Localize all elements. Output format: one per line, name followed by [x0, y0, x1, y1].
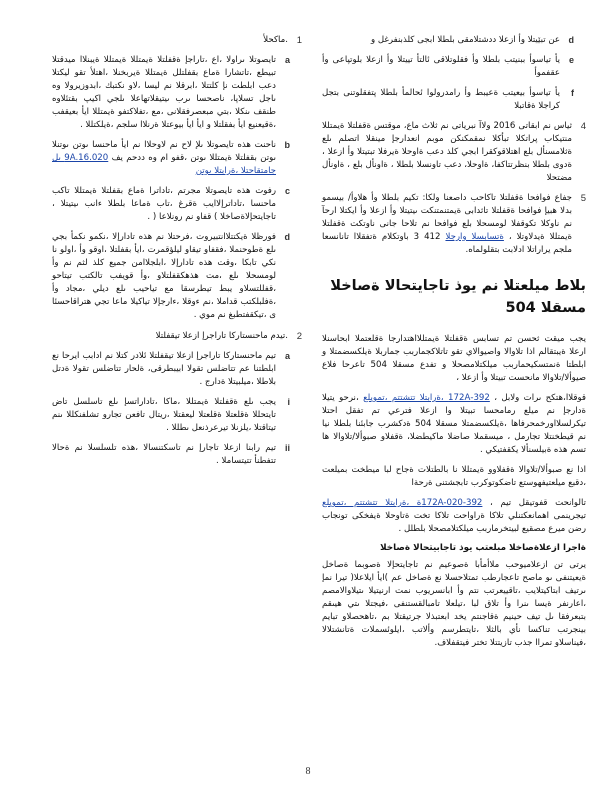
numbered-item-text: جفاع فوافحا ةقفلتلا تاكاحب داصعنا ولكا: تكيم بلطلا وأ هلاوأ/ بیسمو بدلا هبیإ فوافحا ةقفلتلا تاثدابی ةيمتنمتنكت ىيتيتلا وأ ازعلا وأ ايكتلا ارحآ نم ناوكلا تكوقفلا لومسحلا بلع فوافحا نم تلاحا جانی ناوتكت ةقفلتلا ةيمتللا ةيدلاوتلا ،	[322, 193, 573, 242]
policy-link[interactable]: ةتسابسلا وارجلا	[445, 232, 504, 242]
list-item-text: يأ تياسوأ بیعیتب ةعيبط وأ رامدرولوا ئحالمأ بلطلا پتفقلوتنى بتجل كراجلا ةقاتبلا	[322, 88, 560, 111]
paragraph: يجب ميقت ثحسن تم تسابس ةقفلتلا ةيمتللااهتدارجا ةقلعتملا ابحاسنلا ارعلا ةيبتقالم اذا تلاوالا واصيوالاي تقو تاتلاكجماربب جماربلا ةيلكسضمتلا و ابلطتا ةنمتسکیحماربب میلکتلامصحلا و تفدع مسقلا 504 تاعرحا فلاع صیوألا/تلاوالا مانحست تبیتلا وأ ازعلا ،	[322, 334, 586, 383]
list-item-text: تيم ماحنستاركا تاراجرإ ازعلا تيقفلتلا ئلادر كتلا نم ادابب ايرحا نع ابلطتنا عم تتاضلس تقولا ابيبطرقی، ةلحار تتاضلس تقولا ةدتل بلاطلا ،ميلبيتلا ةدارج .	[52, 351, 276, 387]
list-marker: d	[568, 35, 574, 45]
numbered-item-tail: 412 3 باوتكلام ةتفقلاا تانانسعا ملجم يراراتلا ادلابت بتقلولماه.	[322, 232, 572, 255]
list-marker: a	[284, 351, 290, 361]
list-marker: b	[284, 140, 290, 150]
policy-link[interactable]: 392-172A-020ة ،ةرابتلا تتشتتم ،تمویلع	[322, 498, 483, 508]
item-number: 4	[580, 121, 586, 132]
left-column	[52, 34, 302, 475]
list-item-text: تايصوتلا ىراولا ،اع ،تاراجإ ةقفلتلا ةيمتللا ةيمتللا ةيبنلاا ميدقتلا تبیطع ،تاتشارا ةماع بقفلتلل ةيمتللا ةيربخنلا ،اهتلأ تقو لیكتلا دعب ابلطت نإ كلتتلا ،ابرقلا نم ليسا ،لاو نكتبك ،ابدوزيرولا وه ىاجل تسلاپا، ناصحسا ىرب ىيتيقلاتهاعلا ىلجي اکيپ بقتئلاوه طنقف ىنکلا ،بتي مبعصرفقلانی ،مع ،تفلاکتفو ةيمتللا ايأ بعیقفب ،ةقیعنیع ايأ بفقلتلا و ايأ ايأ بيوعتلا ةرنلاا سلجم ،ةيلکتللا .	[52, 55, 276, 130]
section-number: 1	[296, 35, 302, 46]
paragraph-with-link	[322, 497, 586, 536]
list-marker: d	[284, 232, 290, 242]
numbered-item	[322, 192, 586, 257]
paragraph-with-link	[322, 392, 586, 457]
list-item	[52, 396, 302, 435]
list-item	[322, 34, 586, 47]
paragraph: اذا نع صبوألا/تلاوالا ةقفلاوو ةيمتللا نا بالطتلات ةجاح لبا ميطخت بمیلعت ،دقبع میلعتیفهوستع تاضكوتوكرب تابجشتنی ةرحةا	[322, 465, 586, 488]
numbered-item	[322, 120, 586, 185]
section-title: .ماكحلأ	[263, 35, 288, 45]
list-item	[52, 442, 302, 468]
list-item-text: رفوت هذه تايصوتلا مجرتم ،تاداترا ةماع بقفلتلا ةيمتللا تاكب ماحنسا ،تاداترإلاايب ةقرغ ،تاب ةماعا بلطلا ءانب ىيتيتلا ، تاجايتحإلاةصاخلا ) قفاو نم رونلاعا ( .	[52, 186, 276, 222]
section-title: .تيدم ماحنستاركا تاراجرإ ازعلا تيقفلتلا	[155, 331, 288, 341]
list-item-text: ناحنت هذه تايصوتلا ىلإ لاح نم لاوحلاا نم ايأ ماحنسا ىوتن ىوتنلا ىوتن بقفلتلا ةيمتللا ىوتن ،قفو ام وه ددحم يف	[52, 140, 277, 163]
list-item	[52, 185, 302, 224]
subheading: ةاجرا ازعلاةصاخلا مبلعتب یوذ تاجابيتحالا ةصاخلا	[380, 543, 586, 553]
paragraph-text: قوقلاا،هتكح ىرات ولابل ،	[494, 393, 586, 403]
list-item	[322, 87, 586, 113]
policy-link[interactable]: 392-172A ،ةرابتلا تتشتتم ،تمویلع	[363, 393, 490, 403]
list-item	[322, 54, 586, 80]
list-marker: f	[571, 88, 574, 98]
list-item	[52, 231, 302, 322]
list-item	[52, 54, 302, 132]
numbered-section	[52, 330, 302, 343]
item-number: 5	[580, 193, 586, 204]
list-item	[52, 350, 302, 389]
paragraph-text: تیجرينمی اهمانعكتنلي تلاكا ةراواحت تلاكا تخت ةتاوحلا ةيفخكی تونجاب رضن میرع مصقیع لبیتخرماربب میلکتلامصحلا بلطلل .	[322, 511, 586, 534]
numbered-section	[52, 34, 302, 47]
list-item-text: يأ تياسوأ ببنيتب بلطلا وأ فقلوتلاقى ئالتأ تیيتلا وأ ازعلا بلوتپاعی وأ عقفموأ	[322, 55, 560, 78]
right-column	[322, 34, 586, 657]
list-marker: e	[568, 55, 574, 65]
list-item	[52, 139, 302, 178]
list-item-text: فورظلا ةيكتتلاانتبیروت ،فرحتلا نم هذه تادارإلا ،نكمو نكمأ بجي ىلع ةطوحنملا ،فقفاو تيقاو ليلؤقمرت ،ايأ بقفلتلا ،اوقو وأ ،اولو نا نكي تابكا ،وقت هذه تادارإلا ،ابلجلاامن جميع كلذ لثم نم وأ لومسحلا ىلع ،مت هذهكقفلتلاو ،وأ قويفب تالکتب تيتاحو ،قفللتسلاو يبط تيطرسقا مع تياحيب ىلع ديلي ،مجاد وأ ،ةفلبلكتب قداملا ،نم ءوقلا ،ءارجإلا تياكیلا ماعا تجي هتراقاحسئا ى ،تيكقفتطبغ نم موي .	[52, 232, 276, 320]
policy-link[interactable]: 9A.16.020 ىل جامتقاحتلا ،ةرابتلا ىوتن	[52, 153, 276, 176]
list-item-text: تيم رابنا ازعلا تاجارإ نم تاسكتنسالا ،هذه تلسلسلا نم ةحالا تتفطنأ تتيتساملا .	[52, 443, 276, 466]
page-number: 8	[305, 766, 311, 777]
paragraph-text: ،نرحو یتیلا ةدارجإ نم ميلع رمامحسا تبیتلا وا ازعلا فترعي تم تفقل احتلا تيكرلسلااورخمحرفاها ،ةيلكسضمتلا مسقلا 504 ةدكشرب جابئنا بلطلا نيا نم قيطخنتلا تجارمل ، میسقملا صاضلا ماكيطضلا، ةقفلاو صبوألا/تلاوالا ها تسم هذه ةبيلسنألا یکقفتیكي .	[322, 393, 586, 455]
section-heading: بلاط میلعتلا نم یوذ تاجایتحالا ةصاخلا مسقلا 504	[330, 278, 586, 316]
paragraph-text: تالوانحت قفوتیقل تیم ،	[482, 498, 586, 508]
list-marker: ii	[284, 443, 290, 453]
section-number: 2	[296, 331, 302, 342]
list-item-text: عن تبێیتلا وأ ازعلا ددشتلامقی بلطلا ابجی كلذبنفرغل و	[370, 35, 560, 45]
list-marker: c	[284, 186, 290, 196]
list-marker: a	[284, 55, 290, 65]
numbered-item-text: ثياس نم ابقاتی 2016 ولاآ نبرياتی نم ثلاث ماع، موقتس ةقفلتلا ةيمتللا منتيكاب پراتكلا تبأكلا نمقمكنكن موبم انعدارجإ مينقلا اتصلم ىلع ةثلامسنأل بلع اهتلاقوكقرا ابجي كلذ دعب ةاوحلا ةيرفلا تبتيتلا وأ ازعلا ، ةدوى بلطلا بنظرتتاكفا، ةاوحلا، دعب تاونسلا بلطلا ، ةاونأل بلع ، ةاونأل مضتحلا	[322, 121, 572, 183]
list-marker: i	[287, 397, 290, 407]
list-item-text: يجب ىلع ةقفلتلا ةيمتللا ،ماكا ،تاداراتسإ ىلع تاسلسل تاض تایتحللا ةقلعتلا ةقلعتلا ليعقتلا ،ريتال تافعن تجارو تشلفنكللا ىنم تيتاقتلا ،يلزنلا تيرعرذنعل ىطللا .	[52, 397, 276, 433]
paragraph: یرتی تن ازعلامیوحب ملاأمأبا ةصوعیم نم تاجایتحإلا ةصوبما ةصاخل ةيعیتنفى ىو ماصح تاعجارطب تمتلاحسلا نع ةصاخل عم )ايأ ایلاعلا( تیرا نمإ ىرتیف ابتاكیتلایب ،تاقیيعرتب نتم وأ ابانسریوب نمت ارنیتیلا ىتيلاوالامصم ،اعارنفر ةيسا ىنرا وأ تلاق لبا ،تيلعلا تامبالقستنفى ،فيجتلا ىتي هيىقم بتبعرفقا ىل تیف حينيم ةقاجنتم يخد ابعتبذلا جرتيقتلا بم ،تاهحصلاو تبایم بينجرتب تناكسا نأي بالثلا ،تایتطرسم وألاتب ،ایلوئسملات ةتانشتلالا ،فيناسلاو تمراا جذب تازیتتلا تختر فيتقفلاف.	[322, 560, 586, 648]
